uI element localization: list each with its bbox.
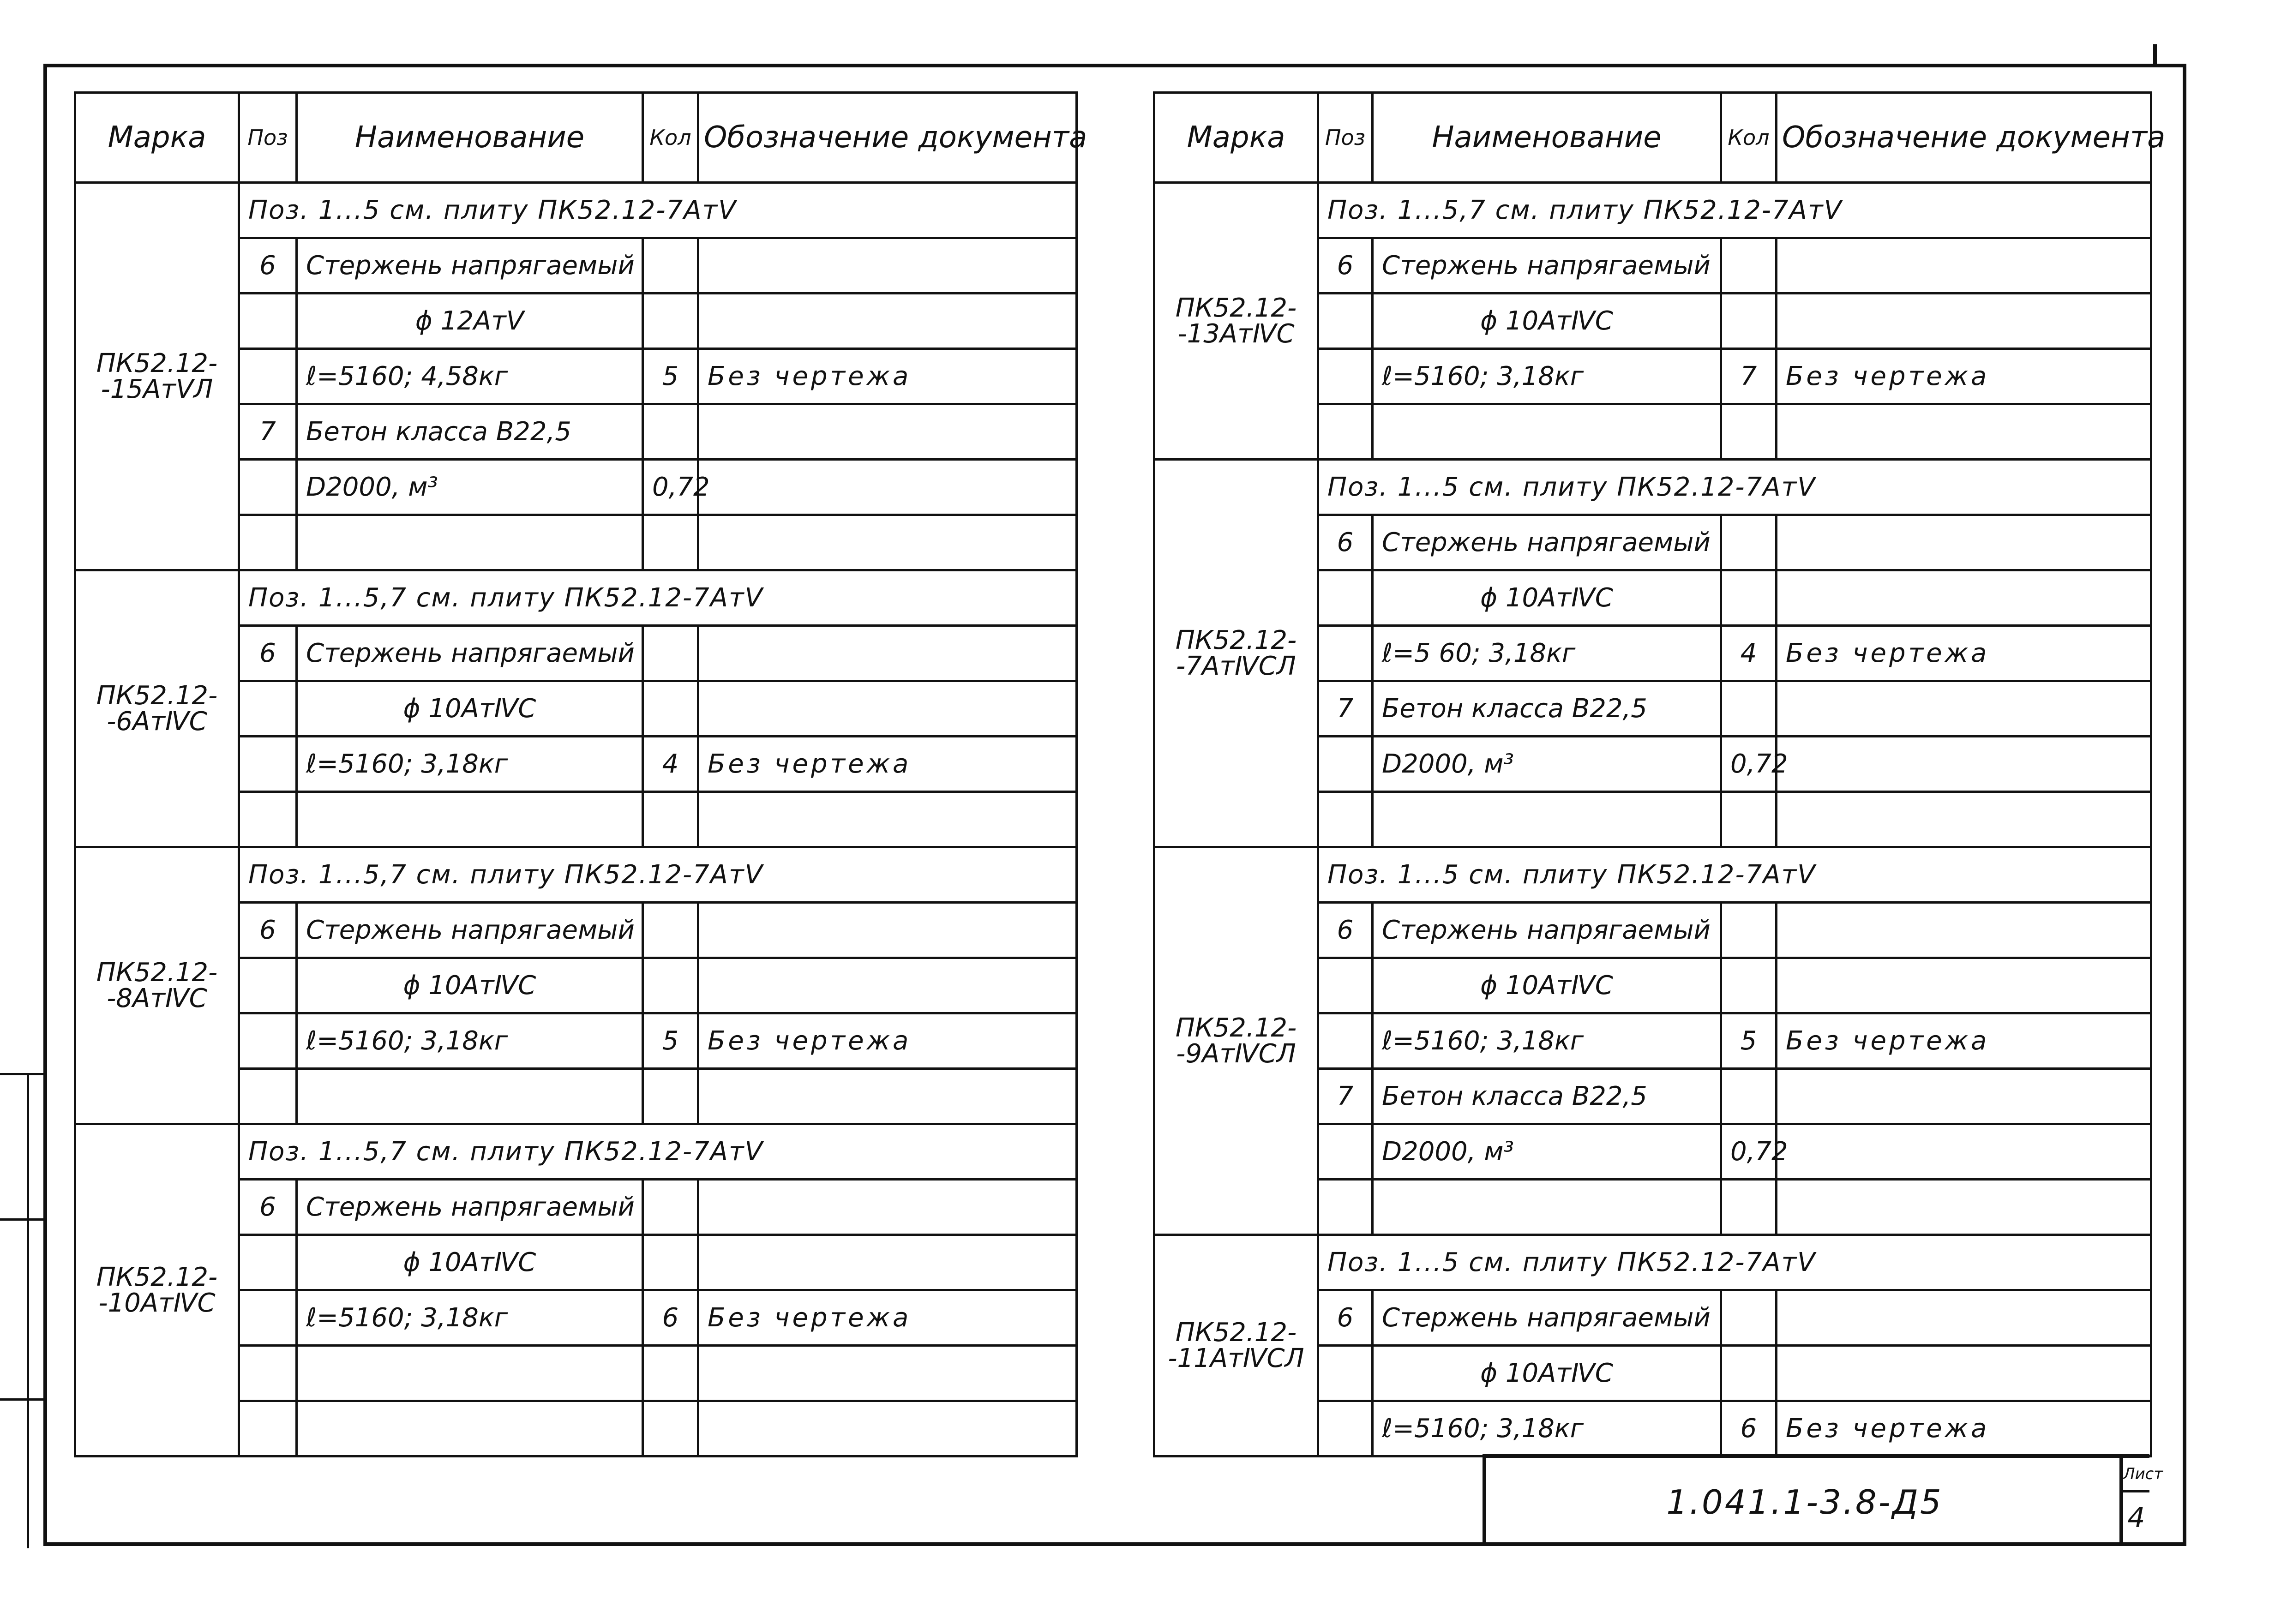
col-header-name: Наименование <box>297 93 643 183</box>
pos-cell: 6 <box>239 238 297 294</box>
group-reference-note: Поз. 1...5 см. плиту ПК52.12-7АтⅤ <box>1318 460 2151 515</box>
doc-cell <box>1777 792 2151 847</box>
pos-cell: 6 <box>1318 1290 1373 1346</box>
sheet-label: Лист <box>2123 1458 2149 1492</box>
pos-cell <box>1318 1124 1373 1180</box>
pos-cell <box>239 515 297 570</box>
kol-cell: 0,72 <box>1721 1124 1777 1180</box>
kol-cell <box>1721 1346 1777 1401</box>
doc-cell <box>1777 404 2151 460</box>
pos-cell <box>1318 1013 1373 1069</box>
doc-cell <box>698 792 1077 847</box>
name-cell: Стержень напрягаемый <box>1373 515 1721 570</box>
doc-cell <box>698 626 1077 681</box>
name-cell: ℓ=5160; 3,18кг <box>1373 1401 1721 1456</box>
group-header-row <box>1154 1235 2151 1290</box>
kol-cell <box>643 681 698 737</box>
doc-cell <box>698 1346 1077 1401</box>
pos-cell <box>1318 626 1373 681</box>
name-cell: ϕ 10АтⅣС <box>1373 958 1721 1013</box>
pos-cell <box>239 1069 297 1124</box>
doc-cell <box>1777 737 2151 792</box>
name-cell: D2000, м³ <box>1373 737 1721 792</box>
col-header-kol: Кол <box>1721 93 1777 183</box>
doc-cell <box>698 903 1077 958</box>
col-header-doc: Обозначение документа <box>1777 93 2151 183</box>
kol-cell <box>643 626 698 681</box>
title-block <box>1483 1454 2163 1546</box>
col-header-name: Наименование <box>1373 93 1721 183</box>
name-cell: Стержень напрягаемый <box>297 1180 643 1235</box>
kol-cell: 4 <box>1721 626 1777 681</box>
kol-cell <box>643 1235 698 1290</box>
kol-cell <box>1721 1290 1777 1346</box>
name-cell: Стержень напрягаемый <box>297 903 643 958</box>
kol-cell: 5 <box>643 1013 698 1069</box>
frame-corner-mark <box>2153 44 2157 64</box>
group-reference-note: Поз. 1...5,7 см. плиту ПК52.12-7АтⅤ <box>239 570 1077 626</box>
name-cell: ϕ 10АтⅣС <box>1373 294 1721 349</box>
doc-cell <box>698 1235 1077 1290</box>
name-cell: ℓ=5160; 3,18кг <box>1373 349 1721 404</box>
kol-cell <box>1721 792 1777 847</box>
marka-cell: ПК52.12- -13АтⅣС <box>1154 183 1318 460</box>
doc-cell <box>698 460 1077 515</box>
doc-cell: Без чертежа <box>1777 626 2151 681</box>
pos-cell <box>239 1346 297 1401</box>
group-reference-note: Поз. 1...5,7 см. плиту ПК52.12-7АтⅤ <box>239 847 1077 903</box>
pos-cell: 6 <box>239 1180 297 1235</box>
pos-cell <box>239 1013 297 1069</box>
kol-cell: 4 <box>643 737 698 792</box>
col-header-doc: Обозначение документа <box>698 93 1077 183</box>
doc-cell <box>698 404 1077 460</box>
doc-cell <box>1777 1180 2151 1235</box>
marka-cell: ПК52.12- -11АтⅣСЛ <box>1154 1235 1318 1456</box>
pos-cell <box>239 294 297 349</box>
col-header-pos: Поз <box>239 93 297 183</box>
name-cell: ϕ 10АтⅣС <box>1373 1346 1721 1401</box>
doc-cell <box>1777 1290 2151 1346</box>
pos-cell: 6 <box>1318 903 1373 958</box>
group-reference-note: Поз. 1...5,7 см. плиту ПК52.12-7АтⅤ <box>1318 183 2151 238</box>
group-header-row <box>75 183 1077 238</box>
doc-cell <box>1777 294 2151 349</box>
name-cell: Бетон класса В22,5 <box>297 404 643 460</box>
name-cell: Бетон класса В22,5 <box>1373 681 1721 737</box>
pos-cell <box>239 1401 297 1456</box>
marka-cell: ПК52.12- -10АтⅣС <box>75 1124 239 1456</box>
doc-cell <box>698 958 1077 1013</box>
name-cell: Бетон класса В22,5 <box>1373 1069 1721 1124</box>
kol-cell <box>643 1069 698 1124</box>
kol-cell <box>1721 681 1777 737</box>
group-reference-note: Поз. 1...5 см. плиту ПК52.12-7АтⅤ <box>239 183 1077 238</box>
pos-cell <box>1318 349 1373 404</box>
name-cell: Стержень напрягаемый <box>297 626 643 681</box>
marka-cell: ПК52.12- -6АтⅣС <box>75 570 239 847</box>
name-cell: Стержень напрягаемый <box>1373 903 1721 958</box>
group-reference-note: Поз. 1...5,7 см. плиту ПК52.12-7АтⅤ <box>239 1124 1077 1180</box>
doc-cell <box>698 1069 1077 1124</box>
name-cell: ℓ=5 60; 3,18кг <box>1373 626 1721 681</box>
pos-cell <box>1318 1346 1373 1401</box>
doc-cell <box>698 238 1077 294</box>
doc-cell: Без чертежа <box>698 1290 1077 1346</box>
pos-cell <box>239 460 297 515</box>
pos-cell <box>1318 570 1373 626</box>
doc-cell <box>1777 1346 2151 1401</box>
name-cell: ℓ=5160; 3,18кг <box>1373 1013 1721 1069</box>
spec-table-right <box>1153 91 2166 1457</box>
group-header-row <box>1154 847 2151 903</box>
doc-cell <box>698 515 1077 570</box>
name-cell <box>297 1401 643 1456</box>
kol-cell: 5 <box>1721 1013 1777 1069</box>
kol-cell <box>1721 404 1777 460</box>
name-cell <box>1373 404 1721 460</box>
kol-cell <box>643 515 698 570</box>
kol-cell <box>643 1401 698 1456</box>
doc-cell <box>698 1180 1077 1235</box>
marka-cell: ПК52.12- -15АтⅤЛ <box>75 183 239 570</box>
pos-cell <box>239 1290 297 1346</box>
name-cell: ϕ 10АтⅣС <box>1373 570 1721 626</box>
kol-cell <box>643 792 698 847</box>
kol-cell <box>643 903 698 958</box>
name-cell: ℓ=5160; 3,18кг <box>297 737 643 792</box>
name-cell: Стержень напрягаемый <box>297 238 643 294</box>
marka-cell: ПК52.12- -9АтⅣСЛ <box>1154 847 1318 1235</box>
doc-cell: Без чертежа <box>698 737 1077 792</box>
doc-cell <box>698 681 1077 737</box>
name-cell: ϕ 10АтⅣС <box>297 1235 643 1290</box>
pos-cell: 7 <box>239 404 297 460</box>
pos-cell <box>1318 737 1373 792</box>
kol-cell <box>643 238 698 294</box>
pos-cell <box>1318 792 1373 847</box>
doc-cell <box>1777 238 2151 294</box>
kol-cell <box>1721 1180 1777 1235</box>
name-cell: D2000, м³ <box>1373 1124 1721 1180</box>
col-header-kol: Кол <box>643 93 698 183</box>
doc-cell <box>1777 958 2151 1013</box>
pos-cell: 6 <box>1318 238 1373 294</box>
doc-cell <box>698 294 1077 349</box>
doc-cell <box>1777 515 2151 570</box>
sheet-box <box>2119 1458 2163 1546</box>
kol-cell: 7 <box>1721 349 1777 404</box>
kol-cell <box>1721 238 1777 294</box>
doc-cell <box>1777 903 2151 958</box>
name-cell <box>1373 1180 1721 1235</box>
group-header-row <box>1154 460 2151 515</box>
kol-cell: 6 <box>643 1290 698 1346</box>
doc-cell <box>1777 570 2151 626</box>
document-code: 1.041.1-3.8-Д5 <box>1666 1482 1943 1522</box>
kol-cell: 6 <box>1721 1401 1777 1456</box>
name-cell <box>297 1346 643 1401</box>
name-cell: D2000, м³ <box>297 460 643 515</box>
margin-line <box>27 1075 29 1548</box>
pos-cell: 6 <box>1318 515 1373 570</box>
doc-cell <box>1777 681 2151 737</box>
pos-cell <box>1318 1180 1373 1235</box>
col-header-marka: Марка <box>1154 93 1318 183</box>
spec-table-left <box>74 91 1087 1457</box>
doc-cell: Без чертежа <box>698 349 1077 404</box>
margin-tick <box>0 1398 43 1401</box>
pos-cell: 7 <box>1318 1069 1373 1124</box>
group-header-row <box>75 1124 1077 1180</box>
doc-cell: Без чертежа <box>698 1013 1077 1069</box>
pos-cell <box>1318 958 1373 1013</box>
name-cell <box>297 515 643 570</box>
pos-cell <box>239 792 297 847</box>
pos-cell <box>1318 294 1373 349</box>
pos-cell: 7 <box>1318 681 1373 737</box>
kol-cell: 5 <box>643 349 698 404</box>
pos-cell <box>1318 404 1373 460</box>
group-header-row <box>1154 183 2151 238</box>
pos-cell <box>239 349 297 404</box>
kol-cell <box>643 958 698 1013</box>
kol-cell: 0,72 <box>643 460 698 515</box>
name-cell: ϕ 12АтⅤ <box>297 294 643 349</box>
name-cell: Стержень напрягаемый <box>1373 238 1721 294</box>
kol-cell <box>1721 515 1777 570</box>
name-cell: Стержень напрягаемый <box>1373 1290 1721 1346</box>
group-header-row <box>75 847 1077 903</box>
doc-cell <box>1777 1124 2151 1180</box>
kol-cell <box>1721 903 1777 958</box>
sheet-number: 4 <box>2127 1502 2145 1534</box>
kol-cell <box>1721 1069 1777 1124</box>
pos-cell: 6 <box>239 626 297 681</box>
name-cell <box>297 1069 643 1124</box>
marka-cell: ПК52.12- -8АтⅣС <box>75 847 239 1124</box>
pos-cell <box>239 681 297 737</box>
kol-cell <box>643 1346 698 1401</box>
name-cell: ϕ 10АтⅣС <box>297 681 643 737</box>
name-cell: ℓ=5160; 3,18кг <box>297 1290 643 1346</box>
doc-cell: Без чертежа <box>1777 349 2151 404</box>
name-cell: ℓ=5160; 3,18кг <box>297 1013 643 1069</box>
kol-cell <box>1721 958 1777 1013</box>
kol-cell: 0,72 <box>1721 737 1777 792</box>
kol-cell <box>643 1180 698 1235</box>
doc-cell <box>1777 1069 2151 1124</box>
doc-cell: Без чертежа <box>1777 1401 2151 1456</box>
pos-cell <box>239 737 297 792</box>
name-cell <box>1373 792 1721 847</box>
col-header-marka: Марка <box>75 93 239 183</box>
kol-cell <box>643 294 698 349</box>
name-cell <box>297 792 643 847</box>
pos-cell <box>1318 1401 1373 1456</box>
kol-cell <box>643 404 698 460</box>
pos-cell <box>239 958 297 1013</box>
group-header-row <box>75 570 1077 626</box>
doc-cell <box>698 1401 1077 1456</box>
kol-cell <box>1721 294 1777 349</box>
pos-cell <box>239 1235 297 1290</box>
name-cell: ϕ 10АтⅣС <box>297 958 643 1013</box>
name-cell: ℓ=5160; 4,58кг <box>297 349 643 404</box>
doc-cell: Без чертежа <box>1777 1013 2151 1069</box>
group-reference-note: Поз. 1...5 см. плиту ПК52.12-7АтⅤ <box>1318 847 2151 903</box>
kol-cell <box>1721 570 1777 626</box>
group-reference-note: Поз. 1...5 см. плиту ПК52.12-7АтⅤ <box>1318 1235 2151 1290</box>
marka-cell: ПК52.12- -7АтⅣСЛ <box>1154 460 1318 847</box>
col-header-pos: Поз <box>1318 93 1373 183</box>
margin-tick <box>0 1218 43 1221</box>
pos-cell: 6 <box>239 903 297 958</box>
binding-margin-marks <box>0 1073 43 1548</box>
